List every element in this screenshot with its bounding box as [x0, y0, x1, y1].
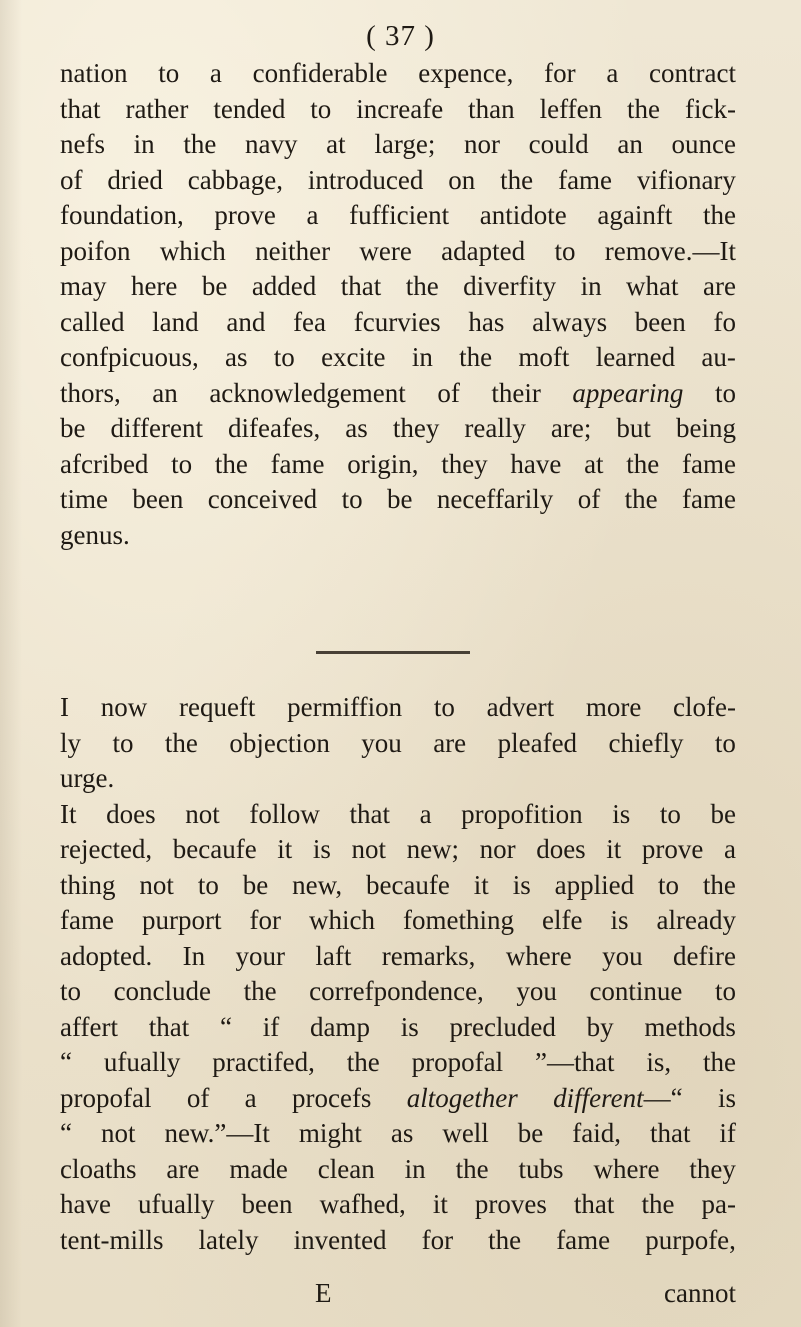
- word: really: [464, 413, 526, 443]
- word: if: [262, 1011, 280, 1042]
- word: fcurvies: [353, 306, 441, 337]
- word: to: [714, 377, 736, 408]
- word: of: [577, 484, 601, 514]
- word: are: [433, 727, 467, 758]
- word: damp: [309, 1011, 370, 1042]
- text-line: [60, 974, 736, 1010]
- paragraph-1: [60, 56, 736, 553]
- word: is: [400, 1011, 419, 1042]
- word: be: [201, 271, 228, 301]
- word: precluded: [449, 1011, 556, 1042]
- word: be: [710, 798, 736, 829]
- word: affert: [60, 1011, 118, 1042]
- word: proves: [474, 1189, 547, 1219]
- word: a: [419, 798, 432, 829]
- word: prove: [641, 834, 704, 864]
- word: might: [298, 1118, 362, 1148]
- word: is: [612, 798, 631, 829]
- word: propofal: [60, 1082, 152, 1113]
- word: ”—that: [535, 1047, 615, 1077]
- word: neceffarily: [436, 484, 554, 514]
- word: as: [390, 1118, 414, 1148]
- text-line: [60, 1187, 736, 1223]
- word: to: [310, 93, 332, 124]
- word: becaufe: [172, 834, 257, 864]
- word: different—“: [553, 1082, 683, 1113]
- word: rather: [125, 93, 189, 124]
- word: in: [580, 271, 602, 301]
- word: elfe: [541, 905, 583, 935]
- word: thors,: [60, 377, 121, 408]
- word: may: [60, 271, 107, 301]
- word: that: [573, 1189, 615, 1219]
- page-number: ( 37 ): [366, 20, 435, 52]
- word: well: [442, 1118, 489, 1148]
- word: an: [152, 377, 178, 408]
- word: be: [386, 484, 413, 514]
- word: the: [702, 869, 736, 900]
- word: made: [229, 1153, 288, 1184]
- word: is,: [646, 1047, 672, 1077]
- word: new.”—It: [164, 1118, 270, 1148]
- word: introduced: [307, 164, 424, 195]
- text-line: [60, 482, 736, 518]
- signature-mark: E: [315, 1278, 332, 1308]
- word: are: [702, 271, 736, 301]
- word: which: [159, 235, 226, 266]
- word: be: [60, 413, 86, 443]
- word: to: [554, 235, 576, 266]
- word: objection: [229, 727, 330, 758]
- word: the: [455, 1153, 489, 1184]
- catchword: cannot: [664, 1278, 736, 1308]
- word: applied: [554, 869, 635, 900]
- text-line: [60, 234, 736, 270]
- word: permiffion: [287, 692, 403, 722]
- word: follow: [249, 798, 320, 829]
- word: as: [225, 342, 248, 372]
- word: the: [243, 976, 277, 1006]
- word: the: [459, 342, 493, 372]
- word: an: [617, 129, 643, 159]
- text-line: [60, 56, 736, 92]
- word: nor: [464, 129, 500, 159]
- word: fame: [681, 448, 736, 479]
- word: adapted: [441, 235, 526, 266]
- word: new;: [406, 834, 460, 864]
- word: the: [500, 164, 534, 195]
- word: it: [432, 1189, 448, 1219]
- word: new,: [292, 869, 343, 900]
- word: to: [659, 798, 681, 829]
- word: prove: [214, 200, 276, 230]
- word: it: [473, 869, 489, 900]
- word: to: [657, 869, 679, 900]
- word: land: [152, 306, 199, 337]
- word: poifon: [60, 235, 131, 266]
- word: to: [197, 869, 219, 900]
- word: rejected,: [60, 834, 153, 864]
- word: learned: [595, 342, 676, 372]
- text-line: [60, 1045, 736, 1081]
- word: that: [148, 1011, 190, 1042]
- word: ly: [60, 727, 82, 758]
- word: where: [593, 1153, 660, 1184]
- word: and: [226, 306, 266, 337]
- word: you: [361, 727, 402, 758]
- word: called: [60, 306, 125, 337]
- word: excite: [321, 342, 386, 372]
- word: remove.—It: [604, 235, 736, 266]
- word: what: [626, 271, 679, 301]
- word: advert: [486, 692, 555, 722]
- word: conclude: [113, 976, 212, 1006]
- word: fame: [681, 484, 736, 514]
- word: difeafes,: [228, 413, 321, 443]
- word: confpicuous,: [60, 342, 199, 372]
- word: that: [340, 271, 382, 301]
- word: fick-: [684, 93, 736, 124]
- word: antidote: [479, 200, 567, 230]
- word: to: [171, 448, 193, 479]
- word: were: [359, 235, 412, 266]
- word: to: [433, 692, 455, 722]
- word: not: [100, 1118, 136, 1148]
- word: the: [164, 727, 198, 758]
- word: their: [491, 377, 541, 408]
- word: than: [468, 93, 515, 124]
- word: foundation,: [60, 200, 184, 230]
- word: the: [703, 1047, 736, 1077]
- word: nation: [60, 58, 128, 88]
- word: a: [606, 58, 619, 88]
- word: correfpondence,: [309, 976, 484, 1006]
- word: the: [624, 484, 658, 514]
- word: fame: [556, 1224, 611, 1255]
- text-line: [60, 797, 736, 833]
- word: been: [132, 484, 184, 514]
- word: as: [345, 413, 368, 443]
- word: the: [488, 1224, 522, 1255]
- word: cloaths: [60, 1153, 137, 1184]
- word: propofition: [461, 798, 583, 829]
- word: being: [675, 413, 736, 443]
- word: the: [626, 448, 660, 479]
- word: pa-: [701, 1189, 736, 1219]
- word: your: [235, 940, 285, 971]
- text-line: [60, 726, 736, 762]
- word: fame: [270, 448, 325, 479]
- word: propofal: [411, 1047, 504, 1077]
- word: is: [610, 905, 629, 935]
- word: not: [139, 869, 174, 900]
- word: but: [616, 413, 651, 443]
- word: to: [714, 727, 736, 758]
- word: not: [185, 798, 220, 829]
- text-line: [60, 127, 736, 163]
- word: if: [719, 1118, 736, 1148]
- word: the: [641, 1189, 675, 1219]
- word: at: [584, 448, 604, 479]
- word: In: [182, 940, 206, 971]
- word: have: [60, 1189, 111, 1219]
- word: be: [242, 869, 269, 900]
- word: nefs: [60, 129, 105, 159]
- word: afcribed: [60, 448, 149, 479]
- word: to: [273, 342, 295, 372]
- word: to: [341, 484, 363, 514]
- text-line: [60, 305, 736, 341]
- word: conceived: [207, 484, 318, 514]
- word: vifionary: [636, 164, 736, 195]
- word: to: [714, 976, 736, 1006]
- word: tubs: [518, 1153, 564, 1184]
- text-line: [60, 1152, 736, 1188]
- word: they: [392, 413, 440, 443]
- word: diverfity: [463, 271, 557, 301]
- word: becaufe: [365, 869, 450, 900]
- word: ufually: [103, 1047, 181, 1077]
- word: fame: [558, 164, 613, 195]
- text-line: [60, 163, 736, 199]
- word: now: [100, 692, 148, 722]
- word: lately: [198, 1224, 259, 1255]
- word: on: [448, 164, 476, 195]
- word: fufficient: [349, 200, 450, 230]
- word: genus.: [60, 519, 130, 550]
- word: contract: [649, 58, 736, 88]
- word: that: [60, 93, 101, 124]
- word: a: [306, 200, 319, 230]
- word: requeft: [178, 692, 256, 722]
- word: in: [404, 1153, 426, 1184]
- text-line: [60, 92, 736, 128]
- word: that: [349, 798, 390, 829]
- word: urge.: [60, 763, 115, 793]
- word: time: [60, 484, 108, 514]
- word: dried: [107, 164, 163, 195]
- text-line: [60, 376, 736, 412]
- word: ounce: [671, 129, 736, 159]
- word: have: [510, 448, 562, 479]
- word: faid,: [572, 1118, 621, 1148]
- text-line: [60, 868, 736, 904]
- text-line: [60, 198, 736, 234]
- word: to: [112, 727, 134, 758]
- word: increafe: [356, 93, 444, 124]
- text-line: [60, 269, 736, 305]
- text-line: [60, 447, 736, 483]
- text-line: [60, 340, 736, 376]
- word: for: [544, 58, 576, 88]
- word: fame: [60, 905, 114, 935]
- word: leffen: [539, 93, 603, 124]
- word: a: [244, 1082, 257, 1113]
- word: of: [186, 1082, 210, 1113]
- text-line: [60, 1223, 736, 1259]
- text-line: [60, 690, 736, 726]
- word: been: [634, 306, 686, 337]
- word: for: [421, 1224, 454, 1255]
- word: au-: [701, 342, 736, 372]
- word: It: [60, 798, 77, 829]
- word: origin,: [347, 448, 419, 479]
- word: in: [133, 129, 155, 159]
- word: confiderable: [252, 58, 388, 88]
- word: clean: [317, 1153, 375, 1184]
- word: “: [219, 1011, 232, 1042]
- word: not: [351, 834, 386, 864]
- word: continue: [589, 976, 683, 1006]
- word: the: [405, 271, 439, 301]
- word: wafhed,: [319, 1189, 406, 1219]
- word: expence,: [418, 58, 514, 88]
- word: neither: [255, 235, 331, 266]
- word: fo: [713, 306, 736, 337]
- word: practifed,: [212, 1047, 315, 1077]
- word: you: [516, 976, 557, 1006]
- word: large;: [374, 129, 436, 159]
- word: invented: [293, 1224, 387, 1255]
- text-line: [60, 939, 736, 975]
- text-line: [60, 761, 736, 797]
- word: are: [166, 1153, 200, 1184]
- word: ufually: [138, 1189, 215, 1219]
- word: navy: [245, 129, 298, 159]
- section-divider-rule: [316, 651, 470, 654]
- word: thing: [60, 869, 116, 900]
- word: purport: [141, 905, 222, 935]
- word: in: [411, 342, 433, 372]
- page-footer: [60, 1276, 736, 1311]
- word: adopted.: [60, 940, 153, 971]
- word: the: [627, 93, 661, 124]
- word: to: [158, 58, 180, 88]
- word: always: [532, 306, 608, 337]
- word: already: [656, 905, 736, 935]
- word: which: [308, 905, 375, 935]
- word: of: [60, 164, 83, 195]
- text-line: [60, 411, 736, 447]
- word: is: [717, 1082, 736, 1113]
- word: that: [649, 1118, 691, 1148]
- word: “: [60, 1047, 72, 1077]
- word: the: [702, 200, 736, 230]
- paragraph-2: [60, 690, 736, 1258]
- word: are;: [550, 413, 592, 443]
- word: tended: [213, 93, 286, 124]
- word: laft: [315, 940, 352, 971]
- word: againft: [597, 200, 673, 230]
- word: of: [437, 377, 460, 408]
- word: cabbage,: [187, 164, 283, 195]
- word: purpofe,: [645, 1224, 736, 1255]
- word: remarks,: [381, 940, 476, 971]
- word: methods: [644, 1011, 736, 1042]
- word: a: [209, 58, 222, 88]
- word: different: [110, 413, 203, 443]
- word: does: [536, 834, 586, 864]
- word: tent-mills: [60, 1224, 164, 1255]
- word: has: [468, 306, 505, 337]
- word: is: [312, 834, 331, 864]
- word: pleafed: [497, 727, 578, 758]
- word: procefs: [291, 1082, 372, 1113]
- word: here: [130, 271, 178, 301]
- word: at: [326, 129, 346, 159]
- text-line: [60, 903, 736, 939]
- word: appearing: [572, 377, 684, 408]
- word: the: [183, 129, 217, 159]
- binding-shadow: [0, 0, 22, 1327]
- word: the: [214, 448, 248, 479]
- text-line: [60, 518, 736, 554]
- word: I: [60, 692, 69, 722]
- word: acknowledgement: [209, 377, 406, 408]
- word: where: [505, 940, 572, 971]
- word: been: [241, 1189, 293, 1219]
- word: the: [346, 1047, 380, 1077]
- word: a: [723, 834, 736, 864]
- text-line: [60, 832, 736, 868]
- word: moft: [518, 342, 570, 372]
- word: defire: [673, 940, 736, 971]
- text-line: [60, 1081, 736, 1117]
- word: clofe-: [673, 692, 736, 722]
- word: it: [277, 834, 293, 864]
- text-line: [60, 1116, 736, 1152]
- word: it: [606, 834, 622, 864]
- word: more: [585, 692, 642, 722]
- word: is: [512, 869, 531, 900]
- word: by: [586, 1011, 614, 1042]
- word: fomething: [402, 905, 514, 935]
- text-line: [60, 1010, 736, 1046]
- word: altogether: [406, 1082, 518, 1113]
- word: nor: [479, 834, 516, 864]
- word: for: [249, 905, 281, 935]
- word: they: [441, 448, 488, 479]
- word: “: [60, 1118, 72, 1148]
- word: added: [251, 271, 317, 301]
- word: be: [517, 1118, 544, 1148]
- word: could: [528, 129, 589, 159]
- word: fea: [293, 306, 327, 337]
- word: you: [602, 940, 643, 971]
- word: chiefly: [608, 727, 684, 758]
- word: they: [689, 1153, 736, 1184]
- word: does: [106, 798, 156, 829]
- word: to: [60, 976, 82, 1006]
